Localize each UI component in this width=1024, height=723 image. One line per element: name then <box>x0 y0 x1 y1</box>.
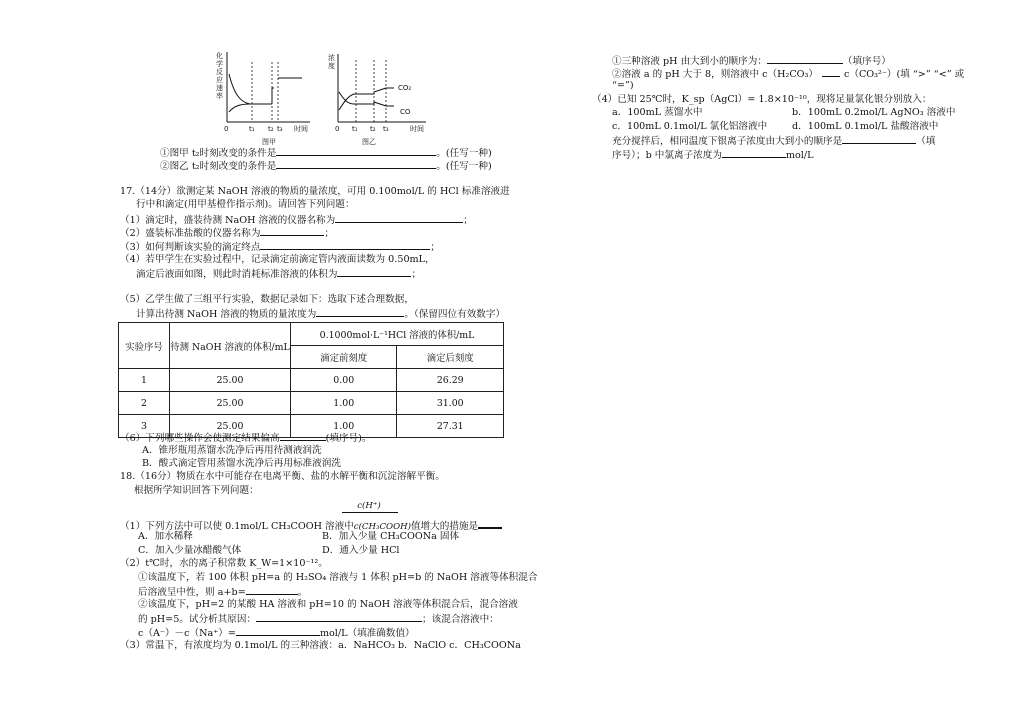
yi-series-co: CO <box>400 108 411 116</box>
yi-origin: 0 <box>335 125 340 133</box>
titration-table <box>118 322 504 438</box>
q18-frac-bar <box>342 512 398 513</box>
q17-p5b: 计算出待测 NaOH 溶液的物质的量浓度为 。（保留四位有效数字） <box>136 309 506 320</box>
jia-ylabel-6: 率 <box>216 92 223 100</box>
th-before: 滴定前刻度 <box>291 346 397 369</box>
q18-frac-num: c(H⁺) <box>357 501 381 511</box>
cell-after: 31.00 <box>397 392 504 415</box>
q17-p6-a: A．锥形瓶用蒸馏水洗净后再用待测液润洗 <box>142 445 322 456</box>
jia-tick-t2: t₂ <box>268 125 274 133</box>
q17-p2: （2）盛装标准盐酸的仪器名称为 ； <box>120 228 335 239</box>
q17-p5a: （5）乙学生做了三组平行实验，数据记录如下：选取下述合理数据， <box>120 294 414 305</box>
th-index: 实验序号 <box>119 323 170 369</box>
q18-opt-a: A．加水稀释 <box>138 531 193 542</box>
figure-jia <box>212 48 316 148</box>
q16-line2: ②图乙 t₂时刻改变的条件是 。(任写一种) <box>160 161 492 172</box>
jia-tick-t1: t₁ <box>249 125 255 133</box>
right-r5a: 充分搅拌后，相同温度下银离子浓度由大到小的顺序是 （填 <box>612 136 936 147</box>
cell-after: 26.29 <box>397 369 504 392</box>
q17-p4b: 滴定后液面如图，则此时消耗标准溶液的体积为 ； <box>136 269 422 280</box>
q18-head1: 18.（16分）物质在水中可能存在电离平衡、盐的水解平衡和沉淀溶解平衡。 <box>120 471 445 482</box>
table-row <box>119 392 504 415</box>
yi-xlabel: 时间 <box>410 125 424 133</box>
cell-before: 1.00 <box>291 392 397 415</box>
cell-vol: 25.00 <box>170 369 291 392</box>
yi-ylabel-2: 度 <box>328 62 335 70</box>
right-r2b: “=”) <box>612 80 634 91</box>
q17-head1: 17.（14分）欲测定某 NaOH 溶液的物质的量浓度，可用 0.100mol/L 的 HCl 标准溶液进 <box>120 186 510 197</box>
q18-opt-c: C．加入少量冰醋酸气体 <box>138 545 242 556</box>
right-r1: ①三种溶液 pH 由大到小的顺序为： （填序号） <box>612 56 891 67</box>
jia-tick-t3: t₃ <box>277 125 283 133</box>
yi-series-co2: CO₂ <box>398 84 412 92</box>
figure-yi <box>326 50 436 148</box>
jia-xlabel: 时间 <box>294 125 308 133</box>
yi-tick-t2: t₂ <box>370 125 376 133</box>
cell-no: 3 <box>119 415 170 438</box>
q18-opt-b: B．加入少量 CH₃COONa 固体 <box>322 531 460 542</box>
q18-p2-1a: ①该温度下，若 100 体积 pH=a 的 H₂SO₄ 溶液与 1 体积 pH=b 的 NaOH 溶液等体积混合 <box>138 572 538 583</box>
th-volume: 待测 NaOH 溶液的体积/mL <box>170 323 291 369</box>
q17-p3: （3）如何判断该实验的滴定终点 ； <box>120 242 441 253</box>
cell-after: 27.31 <box>397 415 504 438</box>
q18-p3: （3）常温下，有浓度均为 0.1mol/L 的三种溶液：a．NaHCO₃ b．NaClO c．CH₃COONa <box>120 640 521 651</box>
right-opt-d: d．100mL 0.1mol/L 盐酸溶液中 <box>792 121 939 132</box>
q18-p2-2b: 的 pH=5。试分析其原因： ；该混合溶液中： <box>138 614 499 625</box>
jia-ylabel-2: 学 <box>216 60 223 68</box>
right-r5b: 序号）；b 中氯离子浓度为 mol/L <box>612 150 814 161</box>
cell-before: 1.00 <box>291 415 397 438</box>
jia-caption: 图甲 <box>262 138 276 146</box>
yi-tick-t3: t₃ <box>383 125 389 133</box>
jia-ylabel-1: 化 <box>216 52 223 60</box>
right-opt-b: b．100mL 0.2mol/L AgNO₃ 溶液中 <box>792 107 956 118</box>
q18-head2: 根据所学知识回答下列问题： <box>134 485 259 496</box>
jia-origin: 0 <box>224 125 229 133</box>
right-opt-c: c．100mL 0.1mol/L 氯化铝溶液中 <box>612 121 768 132</box>
q16-line1: ①图甲 t₂时刻改变的条件是 。(任写一种) <box>160 148 492 159</box>
q17-head2: 行中和滴定(用甲基橙作指示剂)。请回答下列问题： <box>136 199 355 210</box>
right-r2a: ②溶液 a 的 pH 大于 8，则溶液中 c（H₂CO₃） c（CO₃²⁻）(填 “>” “<” 或 <box>612 69 965 80</box>
jia-ylabel-4: 应 <box>216 76 223 84</box>
q18-p2-2c: c（A⁻）－c（Na⁺）= mol/L（填准确数值） <box>138 628 415 639</box>
q17-p6-b: B．酸式滴定管用蒸馏水洗净后再用标准液润洗 <box>142 458 341 469</box>
q17-p6: （6）下列哪些操作会使测定结果偏高 (填序号)。 <box>120 433 372 444</box>
th-after: 滴定后刻度 <box>397 346 504 369</box>
q18-p2-2a: ②该温度下，pH=2 的某酸 HA 溶液和 pH=10 的 NaOH 溶液等体积混合后，混合溶液 <box>138 599 518 610</box>
right-opt-a: a．100mL 蒸馏水中 <box>612 107 703 118</box>
th-hcl: 0.1000mol·L⁻¹HCl 溶液的体积/mL <box>291 323 504 346</box>
q18-opt-d: D．通入少量 HCl <box>322 545 400 556</box>
jia-ylabel-5: 速 <box>216 84 223 92</box>
q17-p1: （1）滴定时，盛装待测 NaOH 溶液的仪器名称为 ； <box>120 215 473 226</box>
jia-ylabel-3: 反 <box>216 68 223 76</box>
q18-p1: （1）下列方法中可以使 0.1mol/L CH₃COOH 溶液中c(CH₃COOH)值增大的措施是 <box>120 518 502 533</box>
cell-vol: 25.00 <box>170 415 291 438</box>
cell-vol: 25.00 <box>170 392 291 415</box>
cell-no: 1 <box>119 369 170 392</box>
yi-ylabel-1: 浓 <box>328 54 335 62</box>
right-r4: （4）已知 25℃时，K_sp（AgCl）= 1.8×10⁻¹⁰，现将足量氯化银分别放入： <box>592 94 932 105</box>
table-row <box>119 369 504 392</box>
yi-caption: 图乙 <box>362 138 376 146</box>
cell-before: 0.00 <box>291 369 397 392</box>
q18-frac-den: c(CH₃COOH) <box>353 522 411 532</box>
q17-p4a: （4）若甲学生在实验过程中，记录滴定前滴定管内液面读数为 0.50mL， <box>120 254 435 265</box>
q18-p2: （2）t℃时，水的离子积常数 K_W=1×10⁻¹²。 <box>120 558 328 569</box>
yi-tick-t1: t₁ <box>352 125 358 133</box>
q18-p2-1b: 后溶液呈中性，则 a+b= 。 <box>138 587 308 598</box>
cell-no: 2 <box>119 392 170 415</box>
